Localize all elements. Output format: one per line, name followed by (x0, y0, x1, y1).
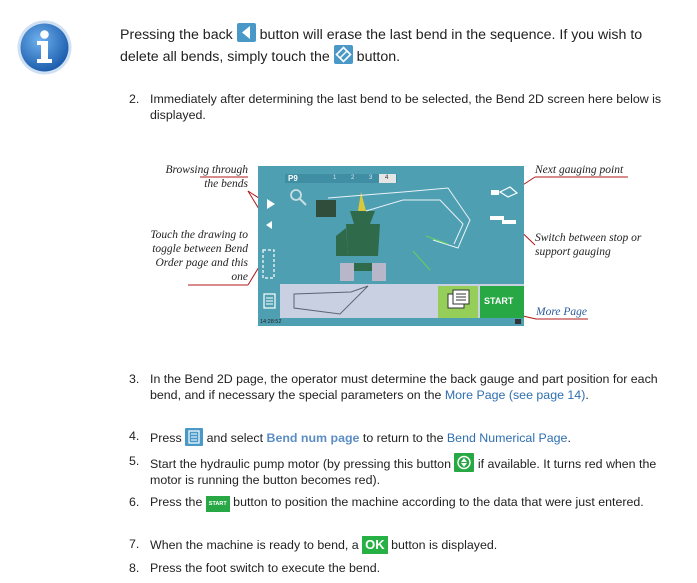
pump-motor-button-icon (454, 453, 474, 472)
step-number: 8. (129, 561, 140, 575)
annotation-next-gauging: Next gauging point (535, 164, 624, 176)
annotation-touch-drawing: Touch the drawing to toggle between Bend Order page and this one (150, 229, 248, 283)
start-button[interactable]: START (484, 296, 514, 306)
step-text: Immediately after determining the last bend to be selected, the Bend 2D screen here below is displayed. (150, 92, 662, 122)
step-number: 2. (129, 92, 140, 106)
program-number: P9 (288, 174, 298, 183)
more-page-link[interactable]: More Page (see page 14) (444, 388, 586, 402)
step-8 (131, 560, 671, 578)
step-text: Start the hydraulic pump motor (by pressing this button if available. It turns red when the motor is running the button becomes red). (150, 453, 670, 488)
annotation-browsing: Browsing through the bends (165, 164, 248, 190)
step-text: Press and select Bend num page to return to the Bend Numerical Page. (150, 428, 670, 446)
step-number: 6. (129, 495, 140, 509)
bend-tab-2[interactable]: 2 (351, 175, 355, 181)
step-text: In the Bend 2D page, the operator must determine the back gauge and part position for each bend, and if necessary the special parameters on the More Page (see page 14). (150, 372, 658, 402)
step-text: When the machine is ready to bend, a OK button is displayed. (150, 537, 498, 552)
clock: 14:28:52 (260, 319, 282, 325)
list-page-button-icon (185, 428, 203, 446)
start-button-icon: START (206, 496, 230, 512)
step-number: 5. (129, 454, 140, 468)
annotation-switch-gauging: Switch between stop or support gauging (535, 232, 642, 258)
bend-tab-1[interactable]: 1 (333, 175, 337, 181)
note-text-1: Pressing the back (120, 27, 237, 43)
step-5 (131, 453, 671, 487)
bend-2d-screen (258, 166, 524, 326)
step-number: 7. (129, 537, 140, 551)
bend-num-page-option[interactable]: Bend num page (266, 431, 360, 445)
ok-button-icon: OK (362, 536, 388, 554)
step-number: 3. (129, 372, 140, 386)
bend-tab-3[interactable]: 3 (369, 175, 373, 181)
step-text: Press the foot switch to execute the bend. (150, 561, 381, 575)
bend-tab-4[interactable]: 4 (385, 175, 389, 181)
bend-numerical-page-link[interactable]: Bend Numerical Page (446, 431, 568, 445)
step-text: Press the START button to position the machine according to the data that were just entered. (150, 494, 670, 512)
step-6 (131, 494, 671, 528)
annotation-more-page: More Page (536, 306, 587, 318)
step-3 (131, 371, 671, 419)
step-4 (131, 428, 671, 446)
note-text-3: button. (352, 49, 401, 65)
step-number: 4. (129, 429, 140, 443)
note-text-2: button will erase the last bend in the sequence. If you wish to delete all bends, simply touch the (120, 27, 643, 65)
step-7 (131, 536, 671, 554)
